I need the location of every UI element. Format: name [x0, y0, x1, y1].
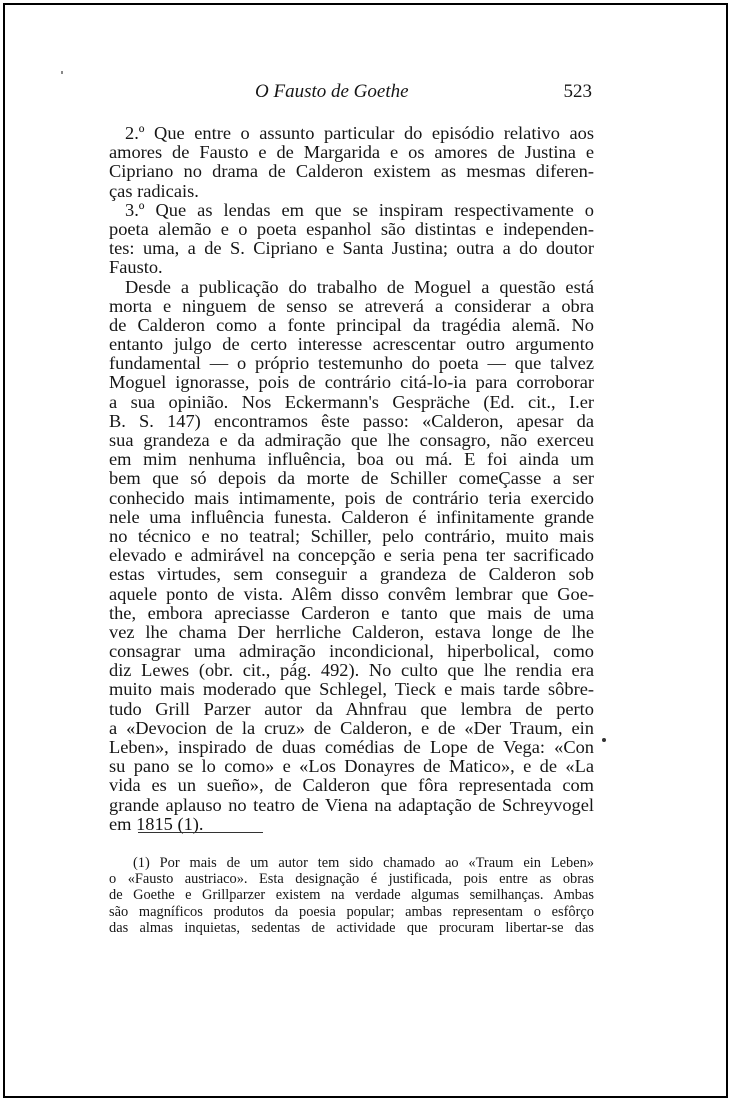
text-line: vez lhe chama Der herrliche Calderon, estava longe de lhe: [109, 621, 594, 642]
text-line: B. S. 147) encontramos êste passo: «Calderon, apesar da: [109, 410, 594, 431]
footnote-line: de Goethe e Grillparzer existem na verdade algumas semilhanças. Ambas: [109, 887, 594, 904]
footnote-line: das almas inquietas, sedentas de actividade que procuram libertar-se das: [109, 919, 594, 936]
text-line: poeta alemão e o poeta espanhol são distintas e independen-: [109, 218, 594, 239]
text-line: no técnico e no teatral; Schiller, pelo contrário, muito mais: [109, 525, 594, 546]
text-line: diz Lewes (obr. cit., pág. 492). No culto que lhe rendia era: [109, 660, 594, 681]
text-line: entanto julgo de certo interesse acrescentar outro argumento: [109, 334, 594, 355]
text-line: elevado e admirável na concepção e seria pena ter sacrificado: [109, 545, 594, 566]
text-line: the, embora apreciasse Carderon e tanto que mais de uma: [109, 602, 594, 623]
ink-mark: [602, 738, 606, 742]
book-page: [3, 3, 728, 1098]
text-line: nele uma influência funesta. Calderon é infinitamente grande: [109, 506, 594, 527]
text-line: Cipriano no drama de Calderon existem as mesmas diferen-: [109, 161, 594, 182]
text-line: aquele ponto de vista. Alêm disso convêm lembrar que Goe-: [109, 583, 594, 604]
text-line: su pano se lo como» e «Los Donayres de Matico», e de «La: [109, 756, 594, 777]
text-line: bem que só depois da morte de Schiller comeÇasse a ser: [109, 468, 594, 489]
text-line: em 1815 (1).: [109, 813, 204, 834]
footnote: [109, 855, 594, 936]
footnote-separator: [138, 832, 263, 833]
text-line: Desde a publicação do trabalho de Moguel a questão está: [125, 276, 594, 297]
text-line: tudo Grill Parzer autor da Ahnfrau que lembra de perto: [109, 698, 594, 719]
main-text: [109, 124, 594, 834]
text-line: a sua opinião. Nos Eckermann's Gespräche (Ed. cit., I.er: [109, 391, 594, 412]
text-line: sua grandeza e da admiração que lhe consagro, não exerceu: [109, 430, 594, 450]
text-line: a «Devocion de la cruz» de Calderon, e de «Der Traum, ein: [109, 717, 594, 738]
text-line: muito mais moderado que Schlegel, Tieck e mais tarde sôbre-: [109, 679, 594, 700]
text-line: estas virtudes, sem conseguir a grandeza de Calderon sob: [109, 564, 594, 585]
text-line: de Calderon como a fonte principal da tragédia alemã. No: [109, 314, 594, 335]
page-header: [255, 81, 592, 105]
text-line: 3.º Que as lendas em que se inspiram respectivamente o: [125, 199, 594, 220]
running-title: O Fausto de Goethe: [255, 81, 409, 102]
text-line: morta e ninguem de senso se atreverá a considerar a obra: [109, 295, 594, 316]
footnote-line: o «Fausto austriaco». Esta designação é justificada, pois entre as obras: [109, 871, 594, 888]
text-line: Leben», inspirado de duas comédias de Lope de Vega: «Con: [109, 737, 594, 757]
text-line: Fausto.: [109, 257, 163, 278]
text-line: grande aplauso no teatro de Viena na adaptação de Schreyvogel: [109, 794, 594, 815]
paper-speck: [61, 71, 63, 74]
text-line: fundamental — o próprio testemunho do poeta — que talvez: [109, 353, 594, 374]
text-line: conhecido mais intimamente, pois de contrário teria exercido: [109, 487, 594, 508]
text-line: tes: uma, a de S. Cipriano e Santa Justina; outra a do doutor: [109, 238, 594, 259]
page-number: 523: [563, 81, 592, 102]
footnote-line: (1) Por mais de um autor tem sido chamado ao «Traum ein Leben»: [133, 855, 594, 871]
text-line: em mim nenhuma influência, boa ou má. E foi ainda um: [109, 449, 594, 470]
text-line: ças radicais.: [109, 180, 199, 201]
text-line: amores de Fausto e de Margarida e os amores de Justina e: [109, 142, 594, 163]
text-line: Moguel ignorasse, pois de contrário citá-lo-ia para corroborar: [109, 372, 594, 393]
footnote-line: são magníficos produtos da poesia popular; ambas representam o esfôrço: [109, 903, 594, 920]
text-line: vida es un sueño», de Calderon que fôra representada com: [109, 775, 594, 796]
text-line: 2.º Que entre o assunto particular do episódio relativo aos: [125, 123, 594, 143]
text-line: consagrar uma admiração incondicional, hiperbolical, como: [109, 641, 594, 662]
